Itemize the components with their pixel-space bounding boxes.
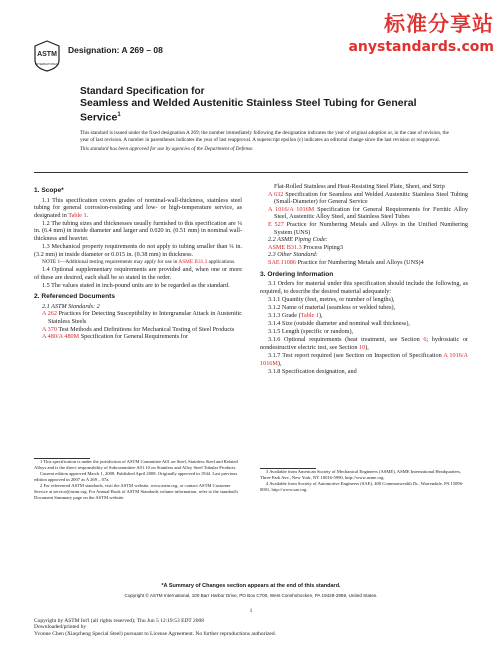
- ref-a1016: A 1016/A 1016M Specification for General Requirements for Ferritic Alloy Steel, Austenitic Alloy Steel, and Stainless Steel Tubes: [268, 205, 468, 221]
- footnote-4: 4 Available from Society of Automotive Engineers (SAE), 400 Commonwealth Dr., Warrendale, PA 15096-0001, http://www.sae.org.: [260, 481, 464, 492]
- title-line1: Standard Specification for: [80, 86, 205, 97]
- footnotes-left: [34, 458, 242, 501]
- divider: [34, 172, 468, 173]
- ref-a262: A 262 Practices for Detecting Susceptibility to Intergranular Attack in Austenitic Stainless Steels: [42, 310, 242, 325]
- para-1-2: 1.2 The tubing sizes and thicknesses usually furnished to this specification are ¼ in. (6.4 mm) in inside diameter and larger and 0.020 in. (0.51 mm) in nominal wall-thickness and heavier.: [34, 219, 242, 243]
- para-2-3: 2.3 Other Standard:: [268, 251, 318, 259]
- link-asme-b31[interactable]: ASME B31.3: [178, 258, 208, 265]
- para-3-1-3: 3.1.3 Grade (Table 1),: [268, 312, 323, 319]
- para-1-5: 1.5 The values stated in inch-pound units are to be regarded as the standard.: [42, 281, 230, 289]
- designation: Designation: A 269 – 08: [68, 45, 163, 55]
- title-line2: Seamless and Welded Austenitic Stainless Steel Tubing for General Service$^1$: [80, 97, 417, 124]
- para-2-1: 2.1 ASTM Standards: 2: [42, 302, 100, 310]
- download-notice: Copyright by ASTM Int'l (all rights reserved); Thu Jun 5 12:19:53 EDT 2008 Downloaded/printed by Yvonne Chen (Xiaqcheng Special Steel) pursuant to License Agreement. No further reproductions authorized.: [34, 618, 276, 637]
- para-3-1-7: 3.1.7 Test report required (see Section on Inspection of Specification A 1016/A 1016M),: [260, 351, 468, 367]
- para-3-1-5: 3.1.5 Length (specific or random),: [268, 328, 354, 336]
- intro-block: [80, 130, 450, 156]
- note-1: NOTE 1—Additional testing requirements may apply for use in ASME B31.3 applications.: [42, 258, 236, 265]
- footnote-3: 3 Available from American Society of Mechanical Engineers (ASME), ASME International Headquarters, Three Park Ave., New York, NY 10016-5990, http://www.asme.org.: [260, 469, 461, 480]
- ref-a480-cont: Flat-Rolled Stainless and Heat-Resisting Steel Plate, Sheet, and Strip: [274, 183, 445, 190]
- dod-note: This standard has been approved for use by agencies of the Department of Defense.: [80, 146, 254, 152]
- para-3-1-2: 3.1.2 Name of material (seamless or welded tubes),: [268, 303, 396, 311]
- page-number: 1: [249, 608, 253, 614]
- para-3-1-8: 3.1.8 Specification designation, and: [268, 367, 357, 375]
- copyright: Copyright © ASTM International, 100 Barr Harbor Drive, PO Box C700, West Conshohocken, PA 19428-2959, United States.: [124, 593, 378, 598]
- para-3-1-6: 3.1.6 Optional requirements (heat treatment, see Section 6; hydrostatic or nondestructive electric test, see Section 10),: [260, 336, 468, 351]
- ref-sae-j1086: SAE J1086 Practice for Numbering Metals and Alloys (UNS)4: [268, 258, 424, 266]
- ref-asme-b31: ASME B31.3 Process Piping3: [268, 243, 343, 251]
- watermark: [348, 8, 494, 55]
- ref-a480: A 480/A 480M Specification for General Requirements for: [42, 333, 188, 341]
- footnote-2: 2 For referenced ASTM standards, visit the ASTM website, www.astm.org, or contact ASTM Customer Service at service@astm.org. For Annual Book of ASTM Standards volume information, refer to the standard's Document Summary page on the ASTM website.: [34, 483, 239, 500]
- para-1-1: 1.1 This specification covers grades of nominal-wall-thickness, stainless steel tubing for general corrosion-resisting and low- or high-temperature service, as designated in Table 1.: [34, 196, 242, 219]
- para-1-4: 1.4 Optional supplementary requirements are provided and, when one or more of these are desired, each shall be so stated in the order.: [34, 265, 242, 281]
- summary-note: *A Summary of Changes section appears at the end of this standard.: [161, 583, 341, 589]
- para-3-1: 3.1 Orders for material under this specification should include the following, as required, to describe the desired material adequately:: [260, 280, 468, 295]
- footnote-1b: Current edition approved March 1, 2008. Published April 2008. Originally approved in 1944. Last previous edition approved in 2007 as A 269 – 07a.: [34, 471, 238, 482]
- link-table1[interactable]: Table 1: [68, 211, 87, 219]
- svg-text:ASTM: ASTM: [37, 51, 57, 58]
- footnote-1: 1 This specification is under the jurisdiction of ASTM Committee A01 on Steel, Stainless Steel and Related Alloys and is the direct responsibility of Subcommittee A01.10 on Stainless and Alloy Steel Tubular Products.: [34, 459, 238, 470]
- logo-text: INTERNATIONAL: [35, 62, 59, 66]
- right-column: [260, 183, 468, 376]
- document-title: [80, 86, 460, 124]
- watermark-url: anystandards.com: [348, 39, 494, 55]
- section-scope-heading: 1. Scope*: [34, 187, 64, 194]
- section-ordering-heading: 3. Ordering Information: [260, 270, 334, 278]
- left-column: [34, 183, 242, 341]
- para-3-1-4: 3.1.4 Size (outside diameter and nominal wall thickness),: [268, 320, 410, 328]
- ref-a632: A 632 Specification for Seamless and Welded Austenitic Stainless Steel Tubing (Small-Diameter) for General Service: [268, 190, 468, 206]
- astm-logo: [34, 40, 60, 72]
- footnotes-right: [260, 468, 468, 493]
- ref-a370: A 370 Test Methods and Definitions for Mechanical Testing of Steel Products: [42, 325, 235, 333]
- intro-text: This standard is issued under the fixed designation A 269; the number immediately following the designation indicates the year of original adoption or, in the case of revision, the year of last revision. A number in parentheses indicates the year of last reapproval. A superscript epsilon (ε) indicates an editorial change since the last revision or reapproval.: [80, 130, 449, 143]
- section-refdocs-heading: 2. Referenced Documents: [34, 293, 115, 301]
- para-2-2: 2.2 ASME Piping Code:: [268, 236, 328, 244]
- para-3-1-1: 3.1.1 Quantity (feet, metres, or number of lengths),: [268, 295, 395, 303]
- ref-e527: E 527 Practice for Numbering Metals and Alloys in the Unified Numbering System (UNS): [268, 220, 468, 236]
- para-1-3: 1.3 Mechanical property requirements do not apply to tubing smaller than ¼ in. (3.2 mm) in inside diameter or 0.015 in. (0.38 mm) in thickness.: [34, 243, 242, 258]
- watermark-cn: 标准分享站: [384, 12, 494, 36]
